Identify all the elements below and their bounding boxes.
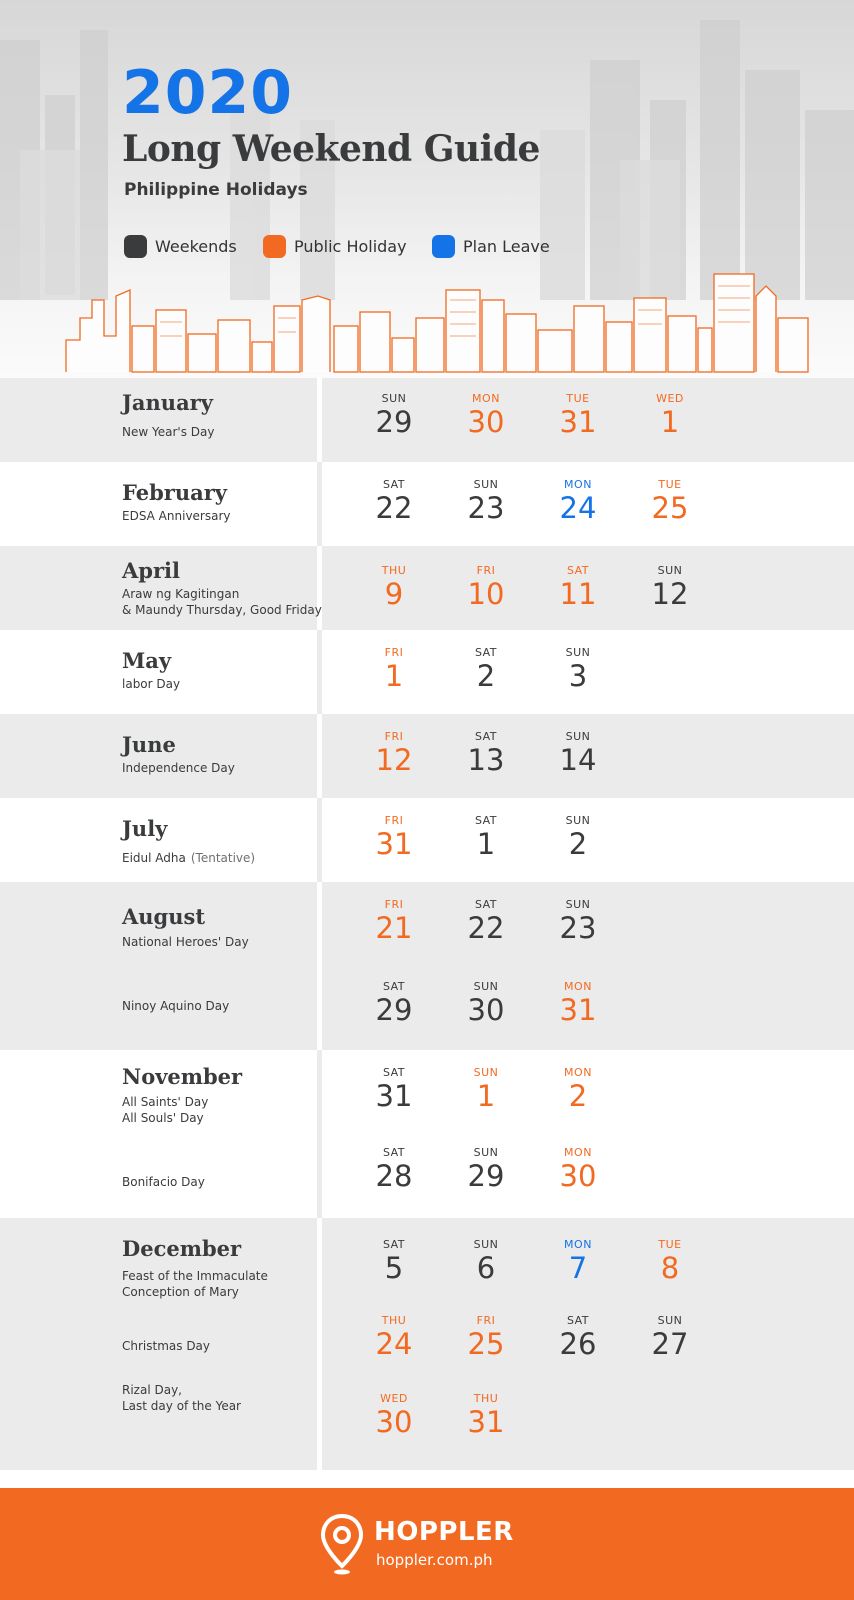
tentative-note: (Tentative) xyxy=(190,851,256,865)
date-number: 2 xyxy=(568,827,588,861)
date-number: 21 xyxy=(375,911,413,945)
weekday-label: MON xyxy=(564,980,592,993)
weekday-label: FRI xyxy=(476,564,496,577)
month-name: November xyxy=(122,1064,243,1089)
month-row-february xyxy=(0,462,854,546)
date-number: 31 xyxy=(559,405,597,439)
day-cell xyxy=(354,478,434,524)
legend-label: Weekends xyxy=(155,237,237,256)
day-cell xyxy=(538,980,618,1026)
holiday-name: Ninoy Aquino Day xyxy=(122,999,230,1013)
weekday-label: MON xyxy=(564,1238,592,1251)
day-cell xyxy=(630,478,710,524)
date-number: 12 xyxy=(651,577,689,611)
date-number: 1 xyxy=(660,405,680,439)
leave-swatch xyxy=(432,235,455,258)
legend-label: Plan Leave xyxy=(463,237,550,256)
month-row-april xyxy=(0,546,854,630)
month-row-may xyxy=(0,630,854,714)
day-cell xyxy=(354,564,434,610)
date-number: 30 xyxy=(559,1159,597,1193)
column-divider xyxy=(317,462,322,546)
weekday-label: MON xyxy=(564,1146,592,1159)
weekday-label: THU xyxy=(381,1314,407,1327)
day-cell xyxy=(538,1066,618,1112)
day-cell xyxy=(446,564,526,610)
holiday-name: New Year's Day xyxy=(122,425,215,439)
month-row-november xyxy=(0,1050,854,1218)
holiday-name: Bonifacio Day xyxy=(122,1175,205,1189)
date-number: 30 xyxy=(467,405,505,439)
date-number: 1 xyxy=(476,827,496,861)
date-number: 12 xyxy=(375,743,413,777)
day-cell xyxy=(354,392,434,438)
weekday-label: SUN xyxy=(565,646,591,659)
holiday-name: Feast of the Immaculate Conception of Mary xyxy=(122,1269,268,1299)
day-cell xyxy=(354,814,434,860)
holiday-swatch xyxy=(263,235,286,258)
day-cell xyxy=(446,1066,526,1112)
date-number: 1 xyxy=(476,1079,496,1113)
date-number: 13 xyxy=(467,743,505,777)
day-cell xyxy=(538,564,618,610)
month-row-july xyxy=(0,798,854,882)
weekday-label: MON xyxy=(472,392,500,405)
legend-plan-leave xyxy=(432,235,550,258)
weekday-label: SAT xyxy=(382,980,406,993)
brand-name: HOPPLER xyxy=(374,1517,514,1547)
date-number: 26 xyxy=(559,1327,597,1361)
weekday-label: THU xyxy=(381,564,407,577)
page-title: Long Weekend Guide xyxy=(122,128,540,170)
holiday-name: All Saints' Day All Souls' Day xyxy=(122,1095,209,1125)
month-name: April xyxy=(122,558,180,583)
day-cell xyxy=(538,1146,618,1192)
date-number: 23 xyxy=(559,911,597,945)
day-cell xyxy=(446,898,526,944)
weekend-swatch xyxy=(124,235,147,258)
holiday-name: labor Day xyxy=(122,677,181,691)
holiday-name: Christmas Day xyxy=(122,1339,211,1353)
holiday-name: National Heroes' Day xyxy=(122,935,249,949)
column-divider xyxy=(317,378,322,462)
date-number: 9 xyxy=(384,577,404,611)
holiday-name: Araw ng Kagitingan & Maundy Thursday, Good Friday xyxy=(122,587,322,617)
weekday-label: SUN xyxy=(565,898,591,911)
weekday-label: TUE xyxy=(566,392,590,405)
day-cell xyxy=(630,1238,710,1284)
weekday-label: FRI xyxy=(384,814,404,827)
weekday-label: SAT xyxy=(382,1066,406,1079)
holiday-name: EDSA Anniversary xyxy=(122,509,231,523)
day-cell xyxy=(446,392,526,438)
page-subtitle: Philippine Holidays xyxy=(124,180,308,200)
day-cell xyxy=(538,646,618,692)
month-row-august xyxy=(0,882,854,1050)
column-divider xyxy=(317,630,322,714)
holiday-name: Independence Day xyxy=(122,761,235,775)
weekday-label: FRI xyxy=(476,1314,496,1327)
date-number: 22 xyxy=(375,491,413,525)
day-cell xyxy=(354,898,434,944)
weekday-label: SUN xyxy=(657,564,683,577)
weekday-label: SAT xyxy=(474,814,498,827)
day-cell xyxy=(354,1146,434,1192)
day-cell xyxy=(630,564,710,610)
date-number: 24 xyxy=(375,1327,413,1361)
month-row-june xyxy=(0,714,854,798)
day-cell xyxy=(354,1314,434,1360)
date-number: 22 xyxy=(467,911,505,945)
header xyxy=(0,0,854,378)
day-cell xyxy=(354,646,434,692)
day-cell xyxy=(446,1238,526,1284)
weekday-label: FRI xyxy=(384,730,404,743)
column-divider xyxy=(317,1050,322,1218)
month-row-december xyxy=(0,1218,854,1470)
month-name: February xyxy=(122,480,228,505)
date-number: 7 xyxy=(568,1251,588,1285)
date-number: 29 xyxy=(375,993,413,1027)
weekday-label: SUN xyxy=(657,1314,683,1327)
day-cell xyxy=(354,980,434,1026)
weekday-label: SAT xyxy=(382,478,406,491)
weekday-label: SAT xyxy=(566,564,590,577)
weekday-label: SAT xyxy=(474,730,498,743)
date-number: 8 xyxy=(660,1251,680,1285)
month-name: December xyxy=(122,1236,242,1261)
weekday-label: MON xyxy=(564,1066,592,1079)
date-number: 6 xyxy=(476,1251,496,1285)
weekday-label: TUE xyxy=(658,478,682,491)
day-cell xyxy=(354,1238,434,1284)
month-name: January xyxy=(122,390,213,415)
date-number: 14 xyxy=(559,743,597,777)
date-number: 5 xyxy=(384,1251,404,1285)
date-number: 24 xyxy=(559,491,597,525)
day-cell xyxy=(446,478,526,524)
weekday-label: SAT xyxy=(382,1238,406,1251)
weekday-label: WED xyxy=(380,1392,408,1405)
date-number: 10 xyxy=(467,577,505,611)
holiday-name: Rizal Day, Last day of the Year xyxy=(122,1383,241,1413)
day-cell xyxy=(446,980,526,1026)
weekday-label: SUN xyxy=(473,1238,499,1251)
column-divider xyxy=(317,882,322,1050)
day-cell xyxy=(538,730,618,776)
date-number: 23 xyxy=(467,491,505,525)
weekday-label: TUE xyxy=(658,1238,682,1251)
weekday-label: SUN xyxy=(473,1146,499,1159)
weekday-label: SUN xyxy=(473,478,499,491)
month-name: June xyxy=(122,732,176,757)
weekday-label: SAT xyxy=(474,646,498,659)
weekday-label: SUN xyxy=(565,814,591,827)
weekday-label: SUN xyxy=(473,1066,499,1079)
date-number: 28 xyxy=(375,1159,413,1193)
day-cell xyxy=(354,730,434,776)
weekday-label: SUN xyxy=(565,730,591,743)
date-number: 31 xyxy=(375,1079,413,1113)
date-number: 27 xyxy=(651,1327,689,1361)
date-number: 11 xyxy=(559,577,597,611)
day-cell xyxy=(446,814,526,860)
day-cell xyxy=(538,1238,618,1284)
weekday-label: SAT xyxy=(382,1146,406,1159)
day-cell xyxy=(446,1146,526,1192)
month-name: May xyxy=(122,648,172,673)
month-row-january xyxy=(0,378,854,462)
weekday-label: SUN xyxy=(381,392,407,405)
weekday-label: SUN xyxy=(473,980,499,993)
weekday-label: THU xyxy=(473,1392,499,1405)
day-cell xyxy=(630,1314,710,1360)
weekday-label: WED xyxy=(656,392,684,405)
day-cell xyxy=(446,730,526,776)
month-name: August xyxy=(122,904,206,929)
day-cell xyxy=(354,1066,434,1112)
day-cell xyxy=(446,646,526,692)
date-number: 2 xyxy=(476,659,496,693)
date-number: 29 xyxy=(467,1159,505,1193)
date-number: 2 xyxy=(568,1079,588,1113)
footer xyxy=(0,1488,854,1600)
date-number: 31 xyxy=(467,1405,505,1439)
legend-public-holiday xyxy=(263,235,407,258)
date-number: 25 xyxy=(467,1327,505,1361)
legend-weekends xyxy=(124,235,237,258)
website-url: hoppler.com.ph xyxy=(376,1551,493,1569)
day-cell xyxy=(354,1392,434,1438)
day-cell xyxy=(538,392,618,438)
column-divider xyxy=(317,798,322,882)
date-number: 30 xyxy=(375,1405,413,1439)
date-number: 1 xyxy=(384,659,404,693)
weekday-label: MON xyxy=(564,478,592,491)
date-number: 31 xyxy=(375,827,413,861)
year-heading: 2020 xyxy=(122,58,293,128)
date-number: 3 xyxy=(568,659,588,693)
holiday-name: Eidul Adha (Tentative) xyxy=(122,851,256,865)
column-divider xyxy=(317,1218,322,1470)
weekday-label: FRI xyxy=(384,898,404,911)
day-cell xyxy=(446,1314,526,1360)
weekday-label: SAT xyxy=(474,898,498,911)
date-number: 29 xyxy=(375,405,413,439)
day-cell xyxy=(538,898,618,944)
weekday-label: SAT xyxy=(566,1314,590,1327)
date-number: 25 xyxy=(651,491,689,525)
column-divider xyxy=(317,714,322,798)
day-cell xyxy=(630,392,710,438)
location-pin-icon xyxy=(318,1512,366,1576)
day-cell xyxy=(538,1314,618,1360)
weekday-label: FRI xyxy=(384,646,404,659)
day-cell xyxy=(538,478,618,524)
day-cell xyxy=(538,814,618,860)
date-number: 30 xyxy=(467,993,505,1027)
date-number: 31 xyxy=(559,993,597,1027)
legend-label: Public Holiday xyxy=(294,237,407,256)
day-cell xyxy=(446,1392,526,1438)
month-name: July xyxy=(122,816,168,841)
